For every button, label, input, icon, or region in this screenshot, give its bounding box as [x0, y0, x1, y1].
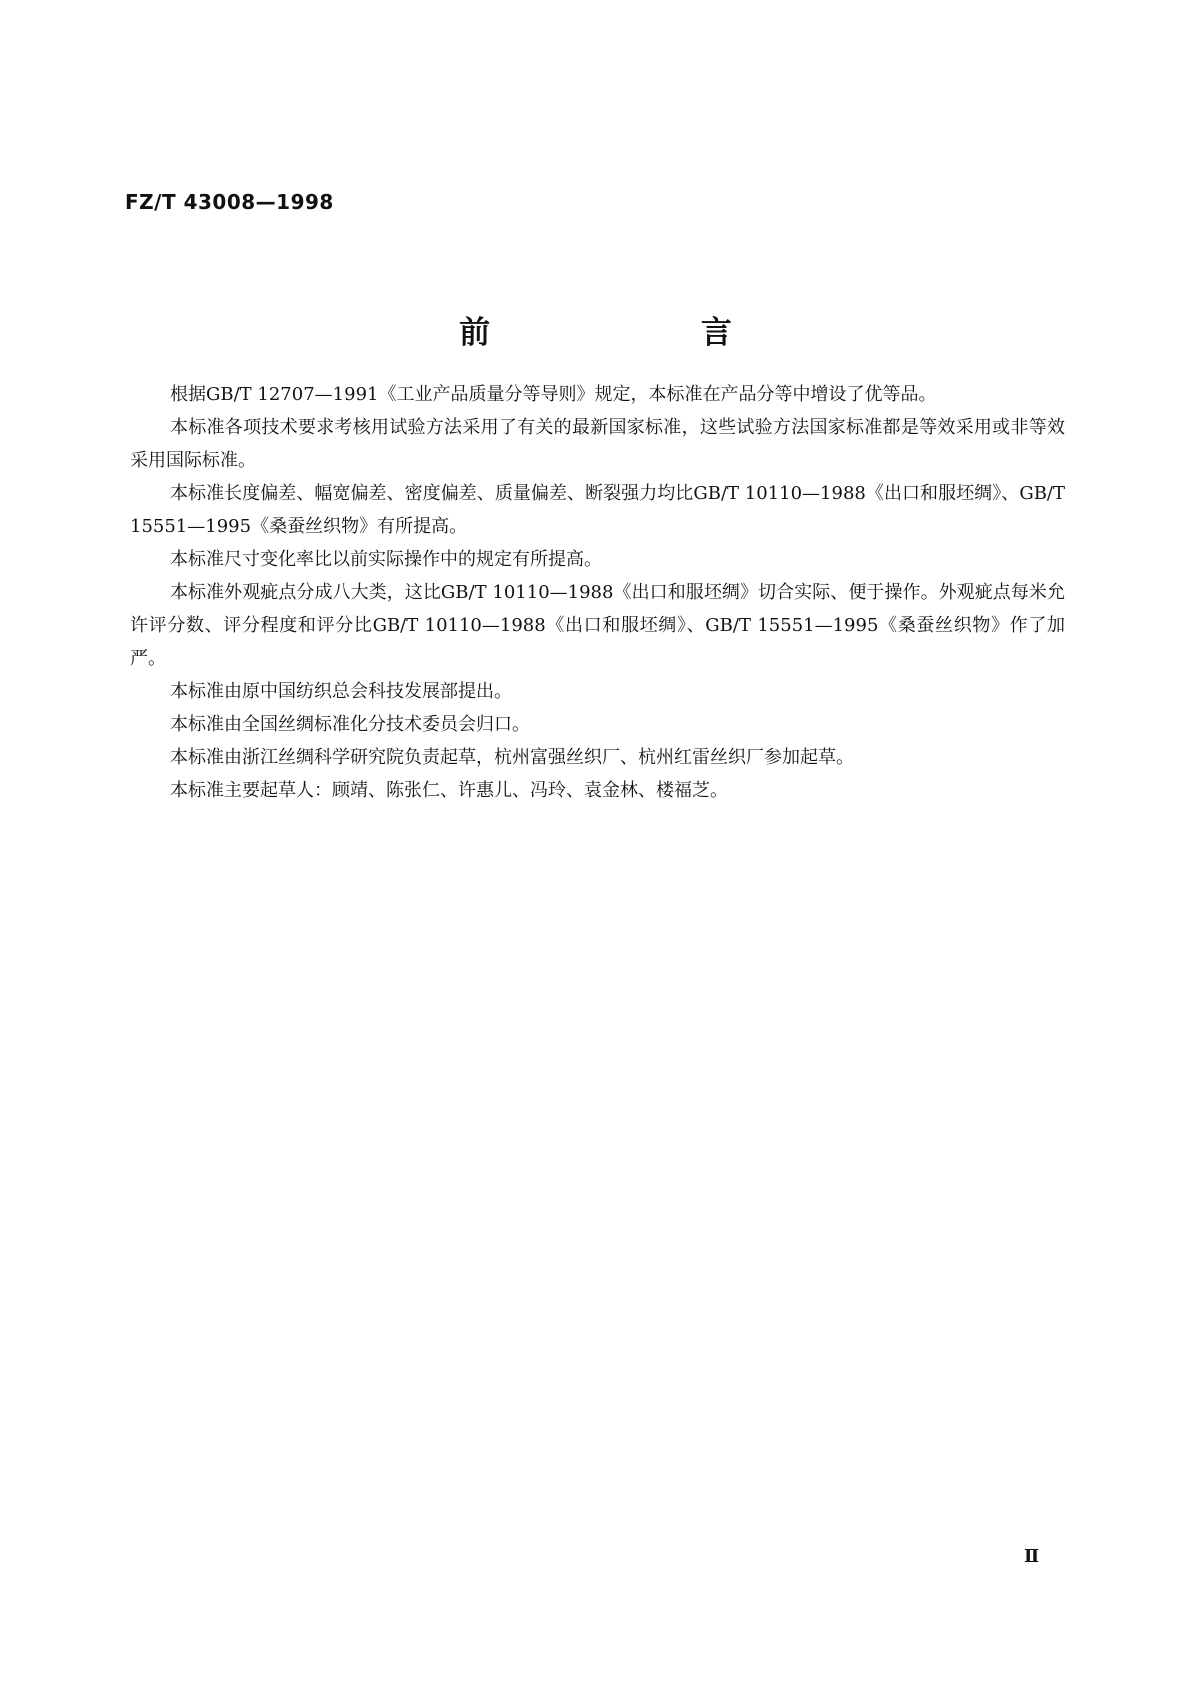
paragraph: 本标准各项技术要求考核用试验方法采用了有关的最新国家标准，这些试验方法国家标准都是等效采用或非等效采用国际标准。 [130, 417, 1065, 471]
foreword-body [130, 378, 1065, 807]
paragraph: 本标准由浙江丝绸科学研究院负责起草，杭州富强丝织厂、杭州红雷丝织厂参加起草。 [170, 747, 854, 768]
paragraph: 根据GB/T 12707—1991《工业产品质量分等导则》规定，本标准在产品分等中增设了优等品。 [170, 384, 937, 405]
paragraph: 本标准外观疵点分成八大类，这比GB/T 10110—1988《出口和服坯绸》切合实际、便于操作。外观疵点每米允许评分数、评分程度和评分比GB/T 10110—1988《出口和服坯绸》、GB/T 15551—1995《桑蚕丝织物》作了加严。 [130, 582, 1065, 669]
standard-number: FZ/T 43008—1998 [125, 190, 334, 214]
paragraph: 本标准主要起草人：顾靖、陈张仁、许惠儿、冯玲、袁金林、楼福芝。 [170, 780, 728, 801]
paragraph: 本标准尺寸变化率比以前实际操作中的规定有所提高。 [170, 549, 602, 570]
page-title: 前 言 [459, 315, 832, 351]
paragraph: 本标准由全国丝绸标准化分技术委员会归口。 [170, 714, 530, 735]
page-number: Ⅱ [1024, 1546, 1040, 1567]
paragraph: 本标准长度偏差、幅宽偏差、密度偏差、质量偏差、断裂强力均比GB/T 10110—1988《出口和服坯绸》、GB/T 15551—1995《桑蚕丝织物》有所提高。 [130, 483, 1065, 537]
paragraph: 本标准由原中国纺织总会科技发展部提出。 [170, 681, 512, 702]
